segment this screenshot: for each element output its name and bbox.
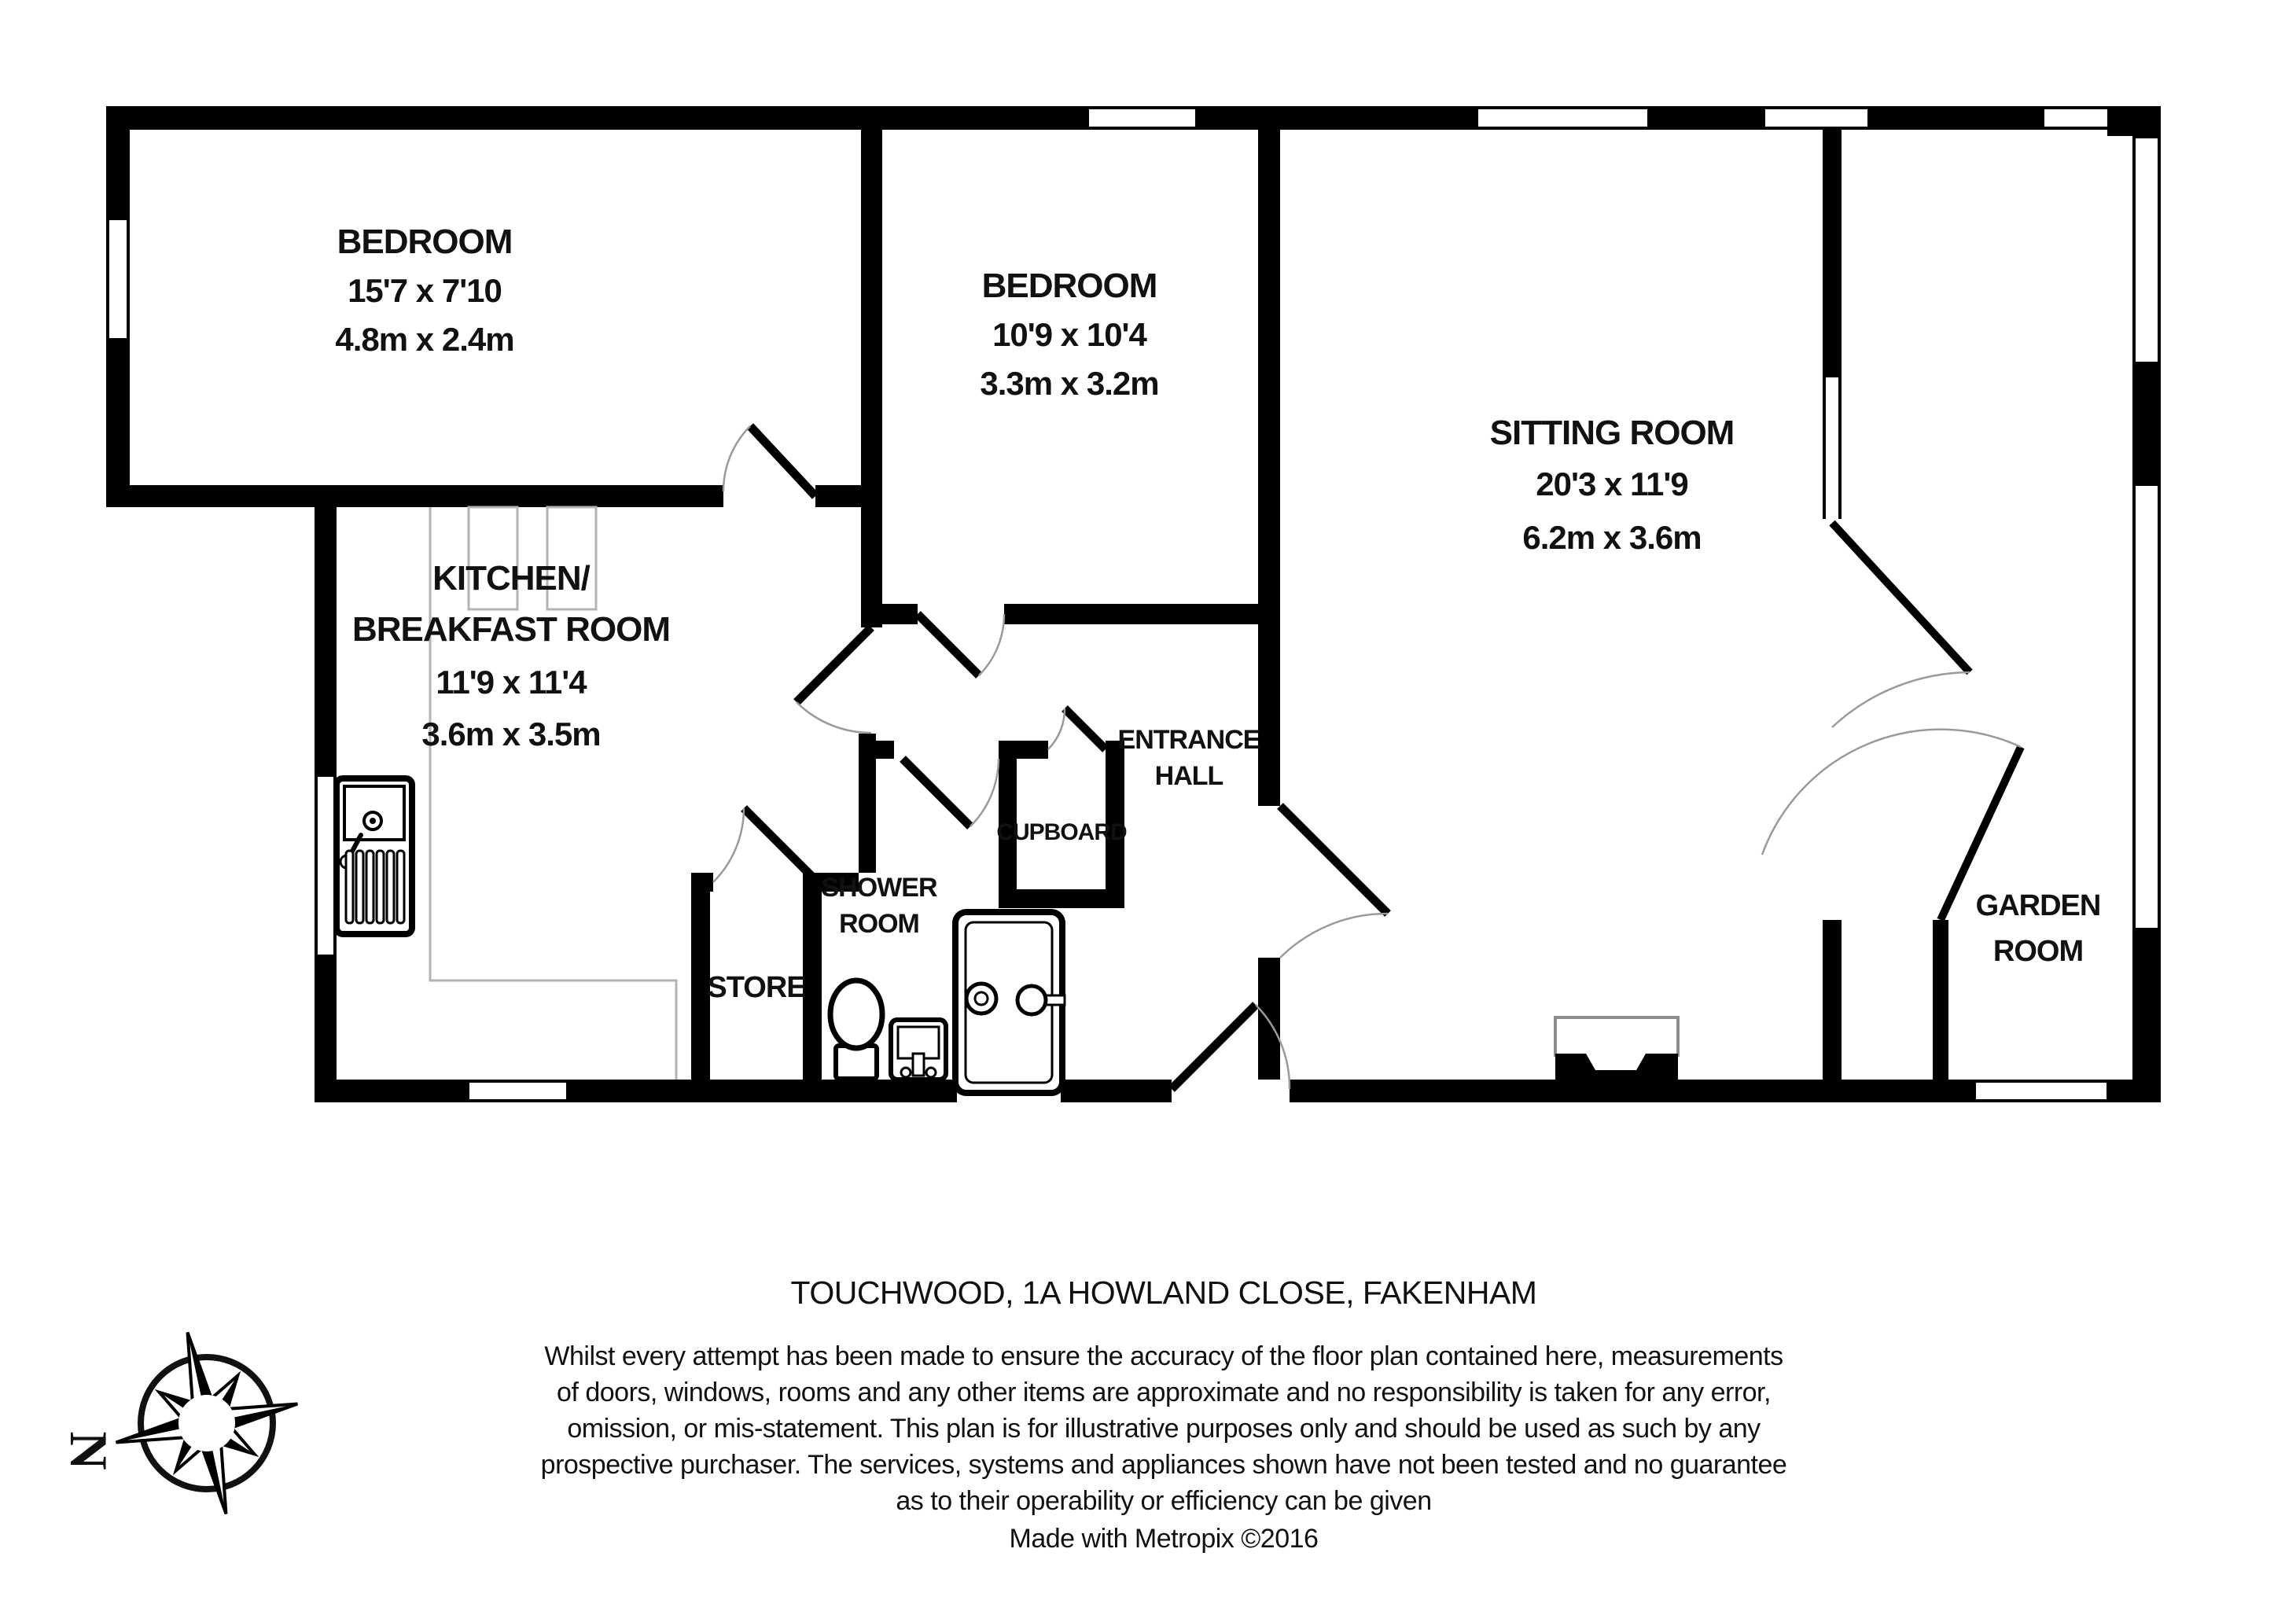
room-label-entrance-hall — [1118, 725, 1260, 791]
shower-tray — [955, 912, 1065, 1093]
disclaimer-line-3: omission, or mis-statement. This plan is for illustrative purposes only and should be used as such by any — [567, 1414, 1761, 1444]
sitting-room-name: SITTING ROOM — [1489, 414, 1735, 452]
store-door-leaf — [744, 808, 818, 882]
shower-room-line2: ROOM — [839, 909, 919, 939]
fireplace — [1555, 1017, 1678, 1081]
kitchen-dims-metric: 3.6m x 3.5m — [421, 716, 601, 752]
room-label-shower-room — [822, 873, 937, 939]
compass-rose — [59, 1333, 297, 1514]
kitchen-name-line2: BREAKFAST ROOM — [352, 610, 670, 649]
room-label-cupboard — [996, 819, 1127, 845]
basin — [891, 1020, 946, 1080]
kitchen-door-arc — [797, 702, 871, 733]
bedroom2-dims-metric: 3.3m x 3.2m — [980, 365, 1159, 402]
shower-door-arc — [970, 759, 999, 826]
store-label: STORE — [707, 971, 806, 1004]
north-label: N — [59, 1431, 119, 1470]
bedroom2-name: BEDROOM — [981, 267, 1157, 305]
entrance-hall-line2: HALL — [1154, 761, 1223, 791]
kitchen-door-leaf — [797, 627, 871, 702]
store-door-arc — [713, 808, 744, 882]
room-label-garden-room — [1976, 889, 2101, 968]
entrance-hall-line1: ENTRANCE — [1117, 725, 1260, 755]
disclaimer-line-4: prospective purchaser. The services, systems and appliances shown have not been tested and no guarantee — [540, 1450, 1787, 1480]
footer — [541, 1275, 1787, 1554]
bedroom2-door-leaf — [918, 614, 979, 675]
room-label-store — [707, 971, 805, 1004]
cupboard-label: CUPBOARD — [996, 819, 1127, 845]
kitchen-dims-imperial: 11'9 x 11'4 — [436, 664, 587, 701]
toilet — [830, 980, 882, 1079]
hall-sitting-door-leaf — [1280, 806, 1388, 914]
garden-door-upper-arc — [1832, 672, 1970, 727]
property-title: TOUCHWOOD, 1A HOWLAND CLOSE, FAKENHAM — [790, 1275, 1537, 1311]
garden-room-line1: GARDEN — [1975, 889, 2101, 922]
room-label-bedroom-1 — [335, 223, 513, 358]
bedroom2-door-arc — [979, 614, 1004, 675]
disclaimer-line-1: Whilst every attempt has been made to ensure the accuracy of the floor plan contained here, measurements — [544, 1341, 1783, 1371]
bedroom1-door-arc — [723, 426, 750, 491]
front-door-leaf — [1172, 1005, 1256, 1089]
bedroom2-dims-imperial: 10'9 x 10'4 — [992, 316, 1146, 353]
sitting-room-dims-imperial: 20'3 x 11'9 — [1536, 465, 1688, 502]
room-label-bedroom-2 — [980, 267, 1158, 402]
cupboard-door-arc — [1048, 708, 1065, 749]
bedroom1-dims-metric: 4.8m x 2.4m — [335, 321, 514, 358]
disclaimer-line-5: as to their operability or efficiency can be given — [896, 1486, 1432, 1516]
disclaimer-line-2: of doors, windows, rooms and any other items are approximate and no responsibility is taken for any error, — [557, 1378, 1771, 1407]
garden-room-line2: ROOM — [1992, 935, 2084, 968]
bedroom1-dims-imperial: 15'7 x 7'10 — [348, 272, 502, 309]
kitchen-name-line1: KITCHEN/ — [432, 559, 590, 598]
shower-room-line1: SHOWER — [821, 873, 937, 903]
sitting-room-dims-metric: 6.2m x 3.6m — [1522, 519, 1702, 556]
metropix-credit: Made with Metropix ©2016 — [1009, 1524, 1319, 1554]
kitchen-sink — [337, 778, 412, 934]
cupboard-door-leaf — [1065, 708, 1106, 749]
bedroom1-door-leaf — [750, 426, 815, 496]
bedroom1-name: BEDROOM — [337, 223, 513, 261]
room-label-sitting-room — [1490, 414, 1735, 556]
shower-door-leaf — [903, 759, 970, 826]
room-label-kitchen — [352, 559, 670, 752]
garden-door-upper-leaf — [1832, 523, 1970, 672]
hall-sitting-door-arc — [1280, 914, 1388, 958]
